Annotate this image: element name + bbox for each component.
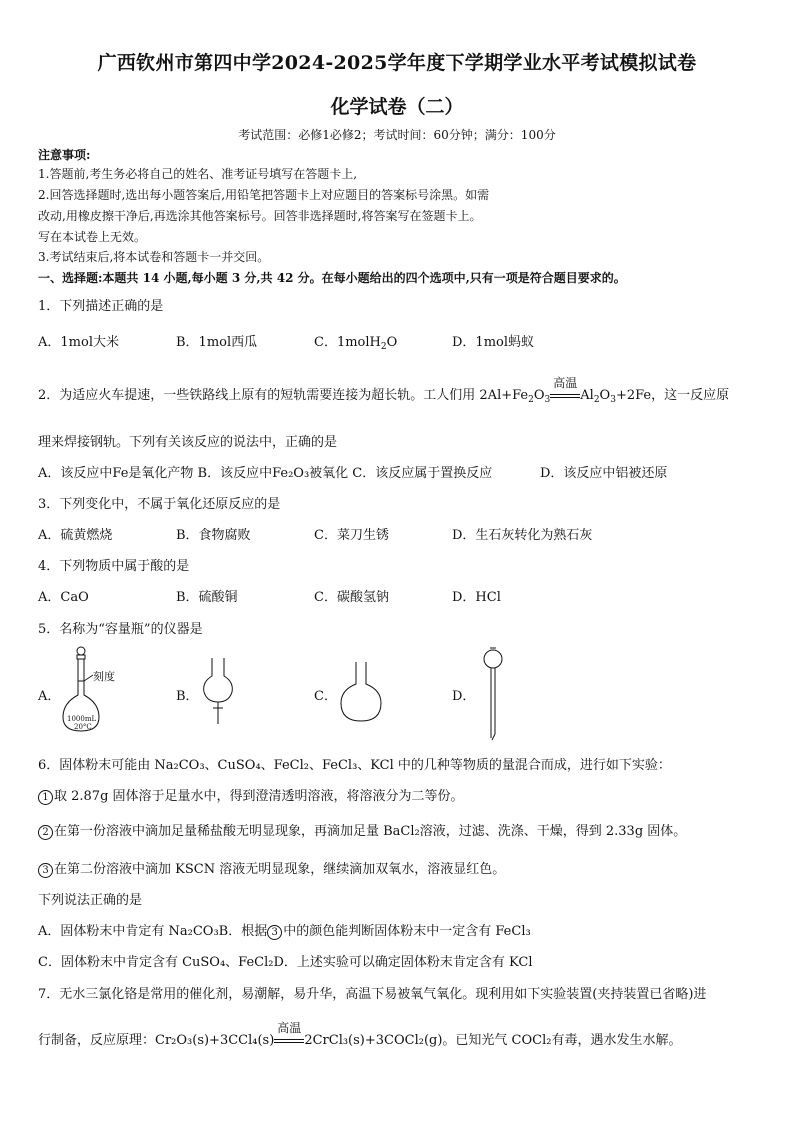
bulb-pipette-icon — [478, 646, 508, 742]
notes-line: 2.回答选择题时,选出每小题答案后,用铅笔把答题卡上对应题目的答案标号涂黑。如需 — [38, 188, 490, 202]
notes-line: 3.考试结束后,将本试卷和答题卡一并交回。 — [38, 250, 270, 264]
q7-stem-cont: 行制备，反应原理：Cr₂O₃(s)+3CCl₄(s) 高温 2CrCl₃(s)+3COCl₂(g)。已知光气 COCl₂有毒，遇水发生水解。 — [38, 1021, 682, 1048]
flask-scale-label: 刻度 — [93, 670, 115, 683]
exam-subtitle: 化学试卷（二） — [330, 96, 464, 118]
notes-line: 改动,用橡皮擦干净后,再选涂其他答案标号。回答非选择题时,将答案写在签题卡上。 — [38, 209, 482, 223]
q5-option-c[interactable]: C． — [314, 689, 337, 704]
q3-option-c[interactable]: C．菜刀生锈 — [314, 528, 389, 543]
q3-option-d[interactable]: D．生石灰转化为熟石灰 — [452, 528, 593, 543]
q5-option-b[interactable]: B． — [176, 689, 199, 704]
q1-stem: 1．下列描述正确的是 — [38, 299, 164, 314]
notes-line: 写在本试卷上无效。 — [38, 230, 147, 244]
notes-heading: 注意事项: — [38, 148, 91, 162]
q1-option-d[interactable]: D．1mol蚂蚁 — [452, 335, 535, 350]
q6-ask: 下列说法正确的是 — [38, 893, 143, 908]
reaction-condition: 高温 — [274, 1033, 304, 1048]
q2-stem-cont: 理来焊接钢轨。下列有关该反应的说法中，正确的是 — [38, 435, 338, 450]
q7-stem: 7．无水三氯化铬是常用的催化剂，易潮解，易升华，高温下易被氧气氧化。现利用如下实验装置(夹持装置已省略)进 — [38, 987, 707, 1002]
q5-option-d[interactable]: D． — [452, 689, 476, 704]
notes-line: 1.答题前,考生务必将自己的姓名、准考证号填写在答题卡上, — [38, 167, 358, 181]
q5-option-a[interactable]: A． — [38, 689, 61, 704]
q1-option-c[interactable]: C．1molH$_2$O — [314, 335, 398, 352]
q2-options-abc[interactable]: A．该反应中Fe是氧化产物 B．该反应中Fe₂O₃被氧化 C．该反应属于置换反应 — [38, 466, 493, 481]
reaction-condition: 高温 — [550, 388, 580, 403]
q3-option-b[interactable]: B．食物腐败 — [176, 528, 251, 543]
q3-stem: 3．下列变化中，不属于氧化还原反应的是 — [38, 497, 281, 512]
flask-temp-label: 20°C — [74, 723, 92, 731]
q6-options-ab[interactable]: A．固体粉末中肯定有 Na₂CO₃B．根据 3 中的颜色能判断固体粉末中一定含有 FeCl₃ — [38, 924, 531, 939]
section-heading: 一、选择题:本题共 14 小题,每小题 3 分,共 42 分。在每小题给出的四个选项中,只有一项是符合题目要求的。 — [38, 271, 626, 285]
q4-stem: 4．下列物质中属于酸的是 — [38, 559, 190, 574]
q5-stem: 5．名称为“容量瓶”的仪器是 — [38, 622, 203, 637]
exam-info: 考试范围：必修1必修2；考试时间：60分钟；满分：100分 — [238, 128, 556, 142]
q4-option-a[interactable]: A．CaO — [38, 590, 89, 605]
q6-options-cd[interactable]: C．固体粉末中肯定含有 CuSO₄、FeCl₂D．上述实验可以确定固体粉末肯定含有 KCl — [38, 955, 533, 970]
q4-option-c[interactable]: C．碳酸氢钠 — [314, 590, 389, 605]
q6-stem: 6．固体粉末可能由 Na₂CO₃、CuSO₄、FeCl₂、FeCl₃、KCl 中的几种等物质的量混合而成，进行如下实验： — [38, 758, 671, 773]
separatory-funnel-icon — [198, 656, 238, 728]
q4-option-d[interactable]: D．HCl — [452, 590, 501, 605]
flask-volume-label: 1000mL — [67, 715, 97, 723]
q2-option-d[interactable]: D．该反应中铝被还原 — [540, 466, 668, 481]
q2-stem: 2．为适应火车提速，一些铁路线上原有的短轨需要连接为超长轨。工人们用 $2Al+Fe_2O_3$ 高温 $Al_2O_3+2Fe$，这一反应原 — [38, 376, 730, 405]
round-bottom-flask-icon — [336, 660, 386, 724]
exam-title: 广西钦州市第四中学2024-2025学年度下学期学业水平考试模拟试卷 — [97, 52, 697, 74]
q6-step-1: 1 取 2.87g 固体溶于足量水中，得到澄清透明溶液，将溶液分为二等份。 — [38, 785, 464, 805]
q4-option-b[interactable]: B．硫酸铜 — [176, 590, 238, 605]
q6-step-2: 2 在第一份溶液中滴加足量稀盐酸无明显现象，再滴加足量 BaCl₂溶液，过滤、洗涤、干燥，得到 2.33g 固体。 — [38, 820, 686, 840]
q3-option-a[interactable]: A．硫黄燃烧 — [38, 528, 113, 543]
q1-option-b[interactable]: B．1mol西瓜 — [176, 335, 258, 350]
q6-step-3: 3 在第二份溶液中滴加 KSCN 溶液无明显现象，继续滴加双氧水，溶液显红色。 — [38, 858, 505, 878]
q1-option-a[interactable]: A．1mol大米 — [38, 335, 119, 350]
